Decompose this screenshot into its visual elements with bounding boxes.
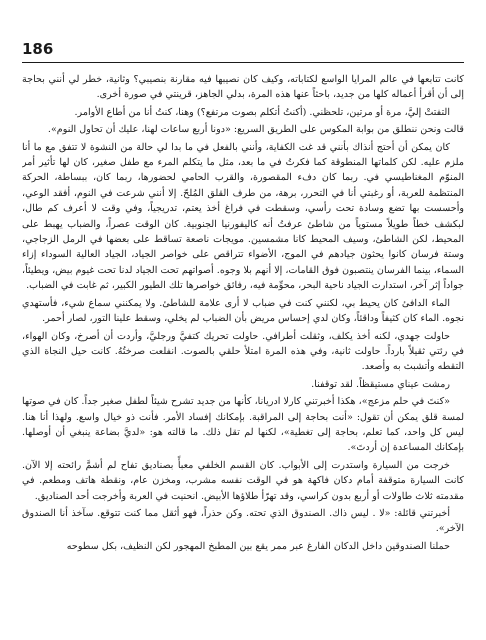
paragraph: أخبرتني قائلة: «لا . ليس ذاك. الصندوق الذي تحته. وكن حذراً، فهو أثقل مما كنت تتوقع. سآخذ أنا الصندوق الآخر».: [22, 507, 464, 535]
page-number: 186: [22, 40, 54, 58]
paragraph: الماء الدافئ كان يحيط بي، لكنني كنت في ضباب لا أرى علامة للشاطئ. ولا يمكنني سماع شيء، فأستهدي نجوه. الماء كان كثيفاً وداقئاً، وكان لدي إحساس مريض بأن الضباب لم يخلي، وسقط علينا التور، لصار أحمر.: [22, 297, 464, 325]
paragraph: كانت تتابعها في عالم المرايا الواسع لكتاباته، وكيف كان نصيبها فيه مقارنة بنصيبي؟ وثانية، خطر لي أنني بحاجة إلى أن أقرأ أعماله كلها من جديد، باحثاً عنها هذه المرة، بدلي الجاهز، قرينتي في صورة أخرى.: [22, 74, 464, 101]
paragraph: رمشت عيناي مستيقظاً. لقد توقفنا.: [311, 378, 450, 390]
header-rule: [22, 62, 464, 63]
paragraph: التفتتْ إليَّ، مرة أو مرتين، تلحظني. (أكنتُ أتكلم بصوت مرتفع؟) وهنا، كنتُ أنا من أطاع الأوامر.: [74, 106, 450, 118]
paragraph: خرجت من السيارة واستدرت إلى الأبواب. كان القسم الخلفي معبأً بصناديق تفاح لم أشمَّ رائحته إلا الآن. كانت السيارة متوقفة أمام دكان فاكهة هو في الوقت نفسه مشرب، ومخزن عام، ونقطة هاتف ومطعم. في مقدمته ثلاث طاولات أو أربع بدون كراسي، وقد تهرّأ طلاؤها الأبيض. انحنيت في العربة وأخرجت أحد الصناديق.: [22, 459, 464, 502]
paragraph: «كنتَ في حلم مزعج»، هكذا أخبرتني كارلا ادريانا، كأنها من جديد تشرح شيئاً لطفل صغير جداً. كان في صوتها لمسة قلق يمكن أن تقول: «أنت بحاجة إلى المراقبة. بإمكانك إفساد الأمر. فأنت ذو خيال واسع. ولهذا أنا هنا. ليس كل واحد، كما تعلم، بحاجة إلى تغطية»، لكنها لم تقل ذلك. ما قالته هو: «لديَّ بضاعة ينبغي أن أوصلها. بإمكانك المساعدة إن أردتَ».: [22, 396, 464, 454]
paragraph: حملنا الصندوقين داخل الدكان الفارغ عبر ممر يقع بين المطبخ المهجور لكن النظيف، بكل سطوحه: [66, 540, 450, 552]
paragraph: قالت ونحن ننطلق من بوابة المكوس على الطريق السريع: «دونا أربع ساعات لهنا، عليك أن تحاول النوم».: [47, 124, 464, 136]
paragraph: كان يمكن أن أحتج أنذاك بأنني قد غت الكفاية، وأنني بالفعل في ما بدا لي حالة من النشوة لا تتفق مع ما أنا ملزم عليه. لكن كلماتها المنطوقة كما فكرتُ في ما بعد، مثل ما يتكلم المرء مع طفل صغير، كان لها تأثير أمر المنوّم المغناطيسي في. ربما كان دفء المقصورة، والقرب الحامي لحضورها، ربما كان، ببساطة، الحركة المنتظمة للعربة، أو رغبتي أنا في التحرر، برهة، من طرف القلق المُلحّ. إلا أنني شرعت في النوم، أفقد الوعي، وأحسست بها تضع وسادة تحت رأسي، وسقطت في فراغ أخذ يعتم، تدريجياً، وفي وقت لا أعرف كم طال، لبكشف خطاً طويلاً مستوياً من شاطئ عرفتُ أنه كاليفورنيا الجنوبية. كان الوقت عصراً، والضباب يهبط على المحيط، لكن الشاطئ، وسيف المحيط كانا مشمسين. مويجات ناصعة تساقط على بعضها في الرمل الزجاجي، وستة فرسان كانوا يحثون جيادهم في الموج، الأضواء تتراقص على خواصر الجياد، الجياد العالية السوداء إزاء السماء، بينما الفرسان ينتصبون فوق القامات، إلا أنهم بلا وجوه. أصواتهم تحت الجياد لدنا تحت غيوم بيض، ويطيئاً، جواداً إثر آخر، استدارت الجياد ناحية البحر، محوِّمة فيه، رفائق خواصرها تلك الطيور الكبير، ثم غابت في الضباب.: [22, 141, 464, 292]
paragraph: حاولت جهدي، لكنه أخذ يكلف، وثقلت أطرافي. حاولت تحريك كتفيَّ ورجليَّ، وأردت أن أصرخ، وكان الهواء، في رئتي ثقيلاً بارداً. حاولت ثانية، وفي هذه المرة امتلأ حلقي بالصوت. انفلعت صرختُهُ. كانت حيل النجاة الذي التقطه وأتشبث به وأصعد.: [22, 330, 464, 373]
body-text: [22, 72, 464, 632]
